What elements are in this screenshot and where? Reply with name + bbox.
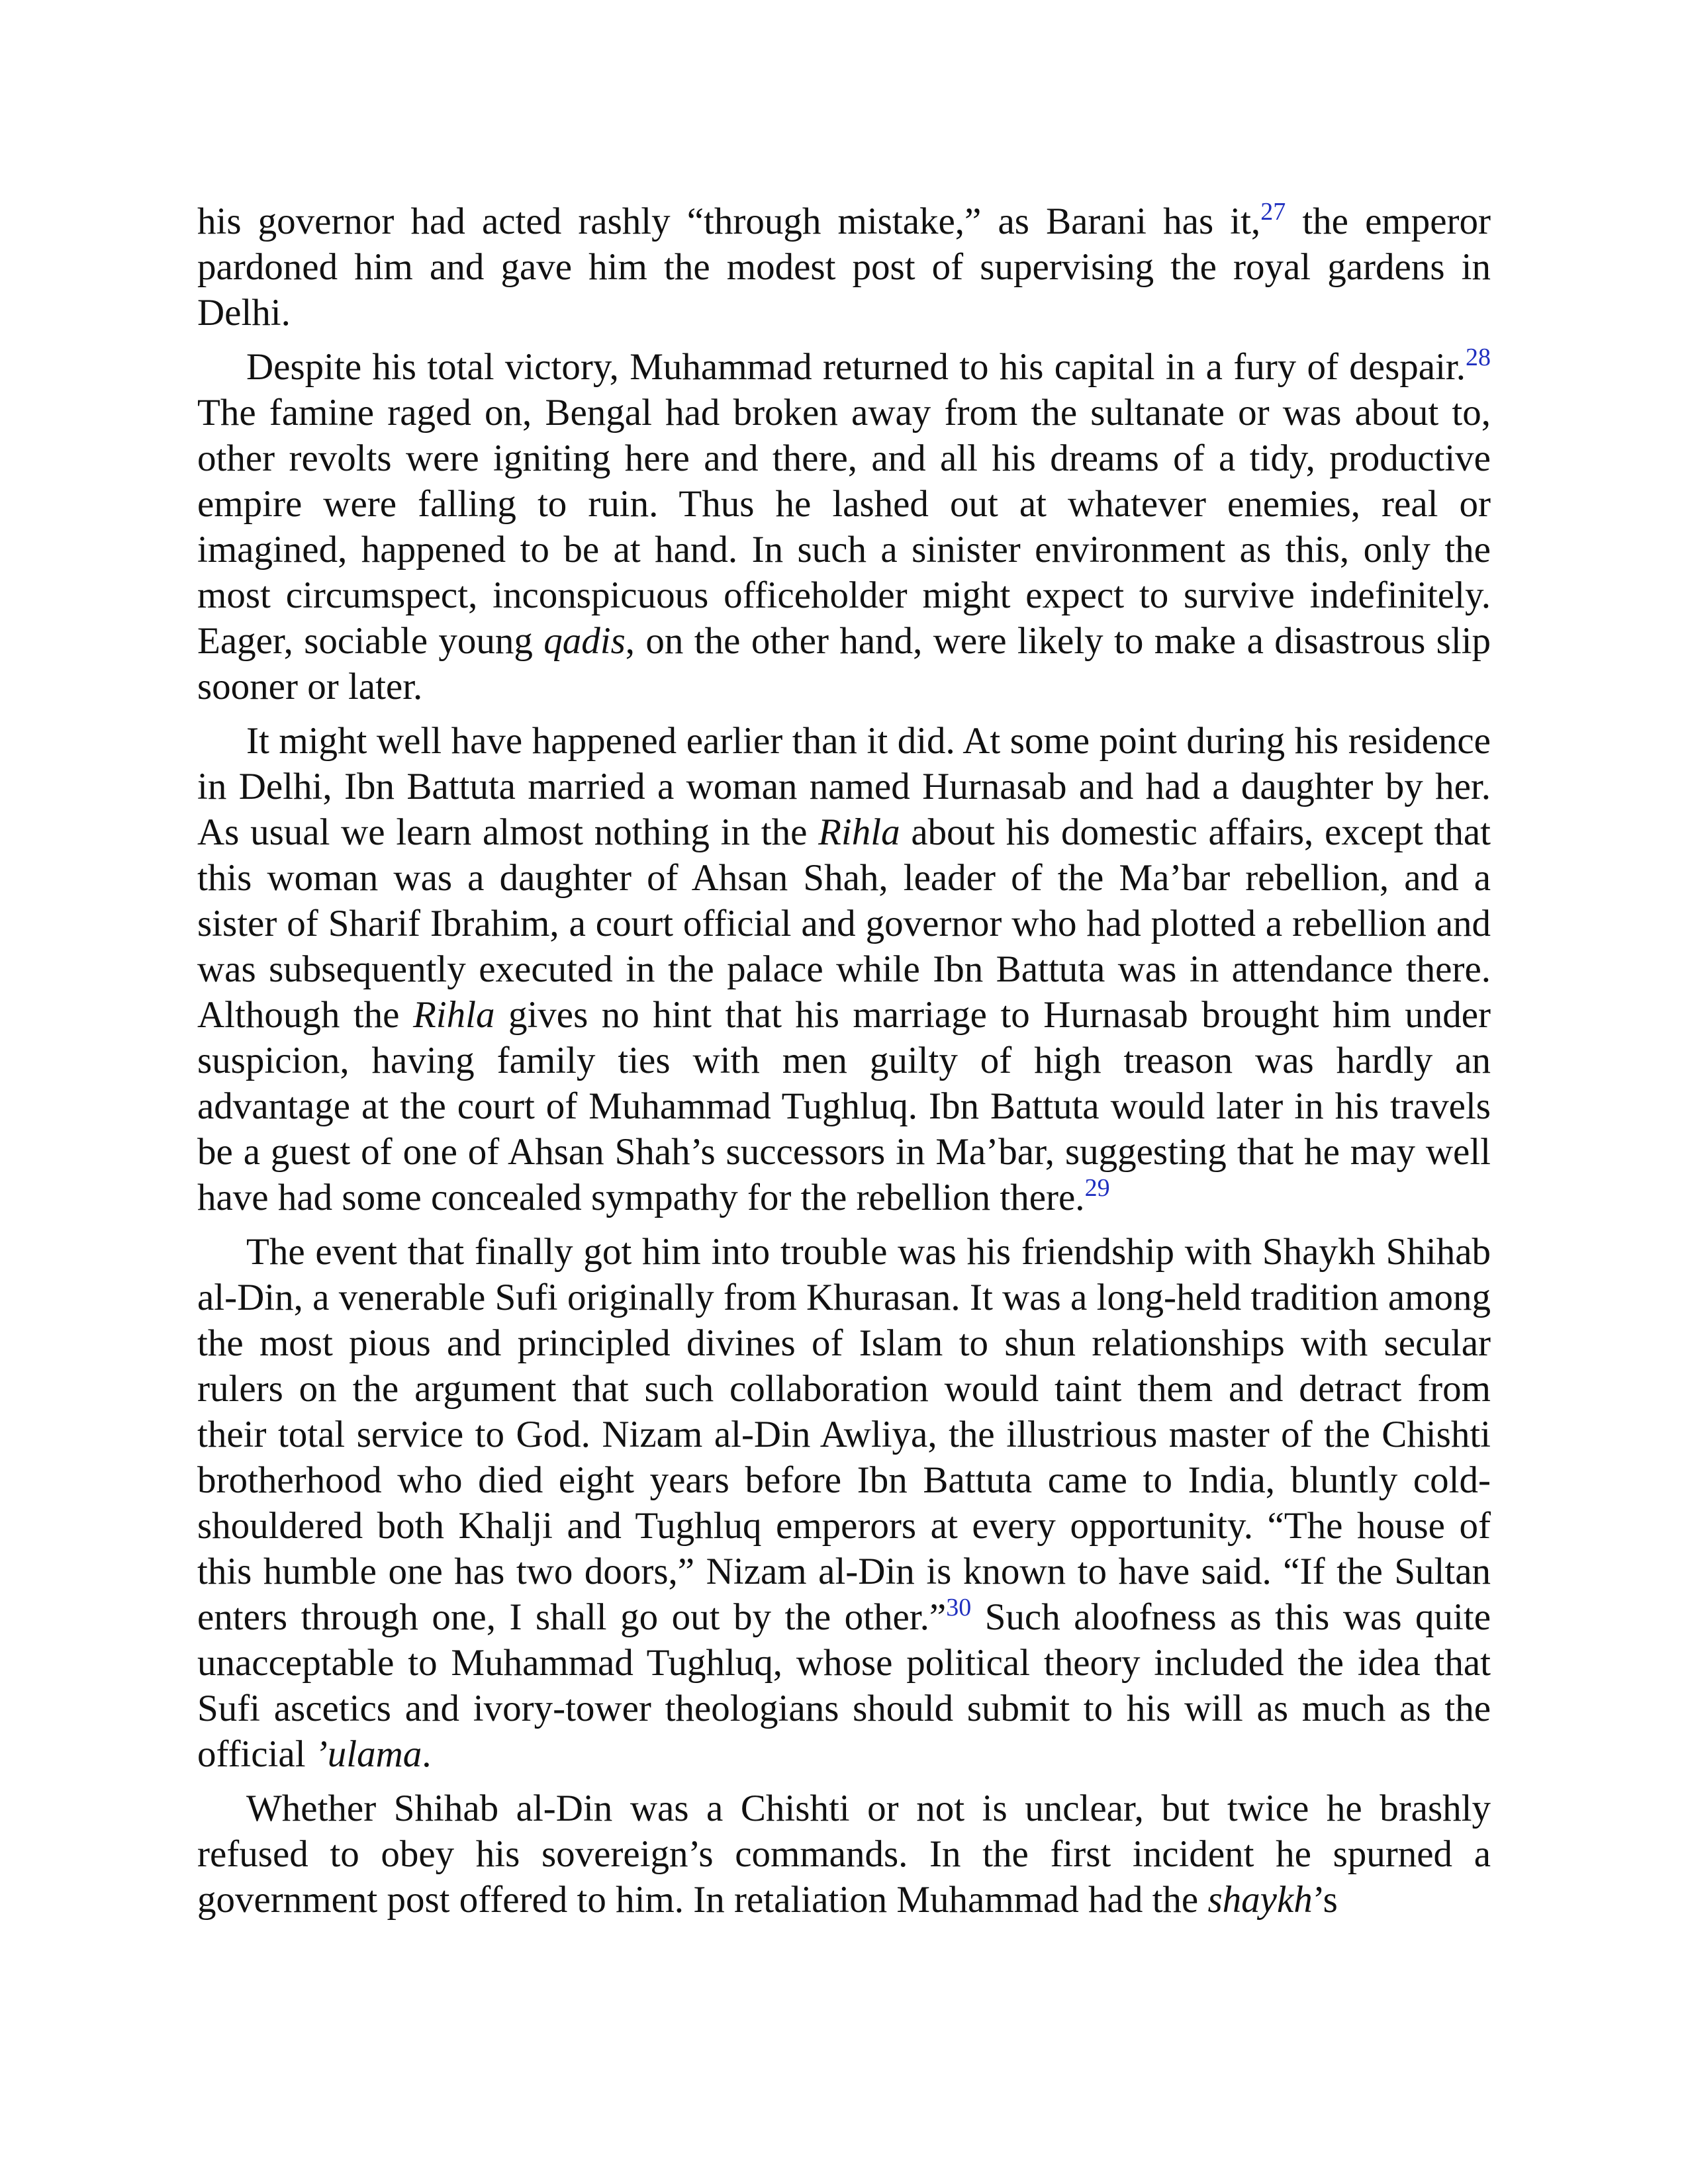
text-run: The event that finally got him into trouble was his friendship with Shaykh Shihab al-Din, a venerable Sufi originally from Khurasan. It was a long-held tradition among the most pious and principled divines of Islam to shun relationships with secular rulers on the argument that such collaboration would taint them and detract from their total service to God. Nizam al-Din Awliya, the illustrious master of the Chishti brotherhood who died eight years before Ibn Battuta came to India, bluntly cold-shouldered both Khalji and Tughluq emperors at every opportunity. “The house of this humble one has two doors,” Nizam al-Din is known to have said. “If the Sultan enters through one, I shall go out by the other.” xyxy=(197,1231,1491,1638)
italic-term: qadis xyxy=(543,620,626,662)
text-run: Despite his total victory, Muhammad returned to his capital in a fury of despair. xyxy=(246,346,1466,388)
paragraph xyxy=(197,1229,1491,1777)
page-body xyxy=(197,199,1491,1931)
paragraph xyxy=(197,718,1491,1220)
italic-term: ’ulama xyxy=(314,1733,422,1775)
footnote-link[interactable]: 29 xyxy=(1084,1174,1110,1202)
paragraph xyxy=(197,199,1491,336)
text-run: Such aloofness as this was quite unacceptable to Muhammad Tughluq, whose political theory included the idea that Sufi ascetics and ivory-tower theologians should submit to his will as much as the official xyxy=(197,1596,1491,1775)
paragraph xyxy=(197,1786,1491,1923)
text-run: about his domestic affairs, except that this woman was a daughter of Ahsan Shah, leader of the Ma’bar rebellion, and a sister of Sharif Ibrahim, a court official and governor who had plotted a rebellion and was subsequently executed in the palace while Ibn Battuta was in attendance there. Although the xyxy=(197,811,1491,1036)
text-run: ’s xyxy=(1312,1879,1338,1921)
text-run: , on the other hand, were likely to make a disastrous slip sooner or later. xyxy=(197,620,1491,707)
footnote-link[interactable]: 30 xyxy=(946,1594,972,1621)
text-run: It might well have happened earlier than it did. At some point during his residence in Delhi, Ibn Battuta married a woman named Hurnasab and had a daughter by her. As usual we learn almost nothing in the xyxy=(197,720,1491,853)
text-run: the emperor pardoned him and gave him the modest post of supervising the royal gardens in Delhi. xyxy=(197,201,1491,334)
paragraph xyxy=(197,344,1491,709)
italic-term: Rihla xyxy=(818,811,900,853)
text-run: his governor had acted rashly “through mistake,” as Barani has it, xyxy=(197,201,1261,242)
italic-term: Rihla xyxy=(412,994,495,1036)
footnote-link[interactable]: 27 xyxy=(1260,198,1286,226)
italic-term: shaykh xyxy=(1207,1879,1313,1921)
text-run: gives no hint that his marriage to Hurnasab brought him under suspicion, having family ties with men guilty of high treason was hardly an advantage at the court of Muhammad Tughluq. Ibn Battuta would later in his travels be a guest of one of Ahsan Shah’s successors in Ma’bar, suggesting that he may well have had some concealed sympathy for the rebellion there. xyxy=(197,994,1491,1218)
text-run: The famine raged on, Bengal had broken away from the sultanate or was about to, other revolts were igniting here and there, and all his dreams of a tidy, productive empire were falling to ruin. Thus he lashed out at whatever enemies, real or imagined, happened to be at hand. In such a sinister environment as this, only the most circumspect, inconspicuous officeholder might expect to survive indefinitely. Eager, sociable young xyxy=(197,392,1491,662)
footnote-link[interactable]: 28 xyxy=(1466,343,1491,371)
text-run: Whether Shihab al-Din was a Chishti or not is unclear, but twice he brashly refused to obey his sovereign’s commands. In the first incident he spurned a government post offered to him. In retaliation Muhammad had the xyxy=(197,1788,1491,1921)
text-run: . xyxy=(422,1733,432,1775)
